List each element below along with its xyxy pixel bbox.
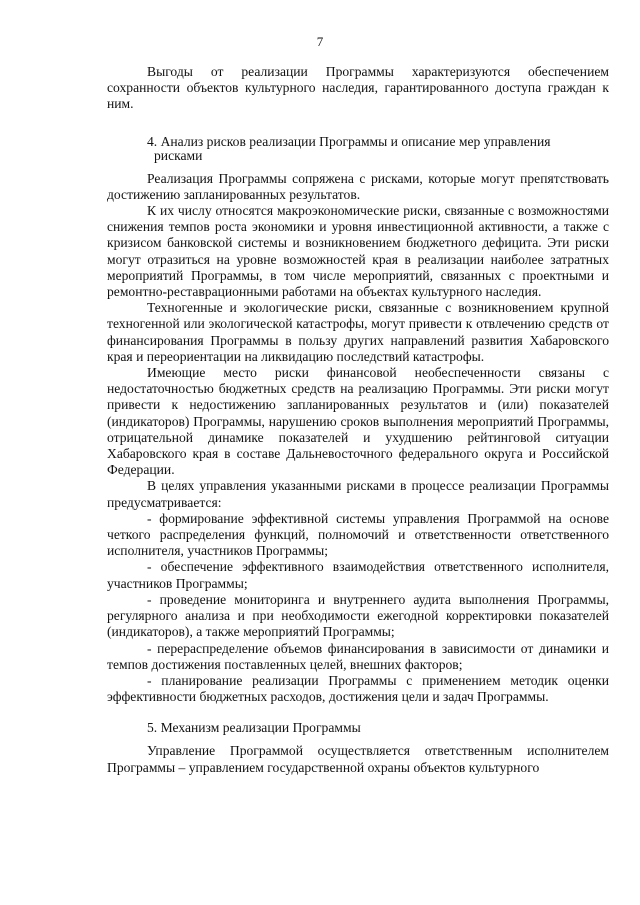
page-number: 7 [316,34,324,49]
section-4-heading-line2: рисками [154,147,203,163]
list-item: - планирование реализации Программы с применением методик оценки эффективности бюджетных расходов, достижения цели и задач Программы. [107,672,609,705]
paragraph: Техногенные и экологические риски, связанные с возникновением крупной техногенной или экологической катастрофы, могут привести к отвлечению средств от финансирования Программы в пользу других направлений развития Хабаровского края и переориентации на ликвидацию последствий катастрофы. [107,300,609,364]
section-4-heading [107,135,609,163]
paragraph: Имеющие место риски финансовой необеспеченности связаны с недостаточностью бюджетных средств на реализацию Программы. Эти риски могут привести к недостижению запланированных результатов и (или) показателей (индикаторов) Программы, нарушению сроков выполнения мероприятий Программы, отрицательной динамике показателей и ухудшению рейтинговой ситуации Хабаровского края в составе Дальневосточного федерального округа и Российской Федерации. [107,365,609,478]
paragraph: В целях управления указанными рисками в процессе реализации Программы предусматривается: [107,478,609,510]
document-body [107,64,609,776]
section-4-heading-line1: 4. Анализ рисков реализации Программы и описание мер управления [147,133,551,149]
list-item: - обеспечение эффективного взаимодействия ответственного исполнителя, участников Программы; [107,559,609,591]
list-item: - проведение мониторинга и внутреннего аудита выполнения Программы, регулярного анализа и при необходимости ежегодной корректировки показателей (индикаторов), а также мероприятий Программы; [107,591,609,640]
paragraph: К их числу относятся макроэкономические риски, связанные с возможностями снижения темпов роста экономики и уровня инвестиционной активности, а также с кризисом банковской системы и возникновением бюджетного дефицита. Эти риски могут отразиться на уровне возможностей края в реализации наиболее затратных мероприятий Программы, в том числе мероприятий, связанных с проектными и ремонтно-реставрационными работами на объектах культурного наследия. [107,203,609,300]
paragraph: Управление Программой осуществляется ответственным исполнителем Программы – управлением государственной охраны объектов культурного [107,743,609,775]
section-5-heading: 5. Механизм реализации Программы [147,720,361,736]
list-item: - перераспределение объемов финансирования в зависимости от динамики и темпов достижения поставленных целей, внешних факторов; [107,640,609,672]
list-item: - формирование эффективной системы управления Программой на основе четкого распределения функций, полномочий и ответственности ответственного исполнителя, участников Программы; [107,510,609,559]
paragraph: Реализация Программы сопряжена с рисками, которые могут препятствовать достижению запланированных результатов. [107,170,609,202]
paragraph-intro: Выгоды от реализации Программы характеризуются обеспечением сохранности объектов культурного наследия, гарантированного доступа граждан к ним. [107,64,609,112]
